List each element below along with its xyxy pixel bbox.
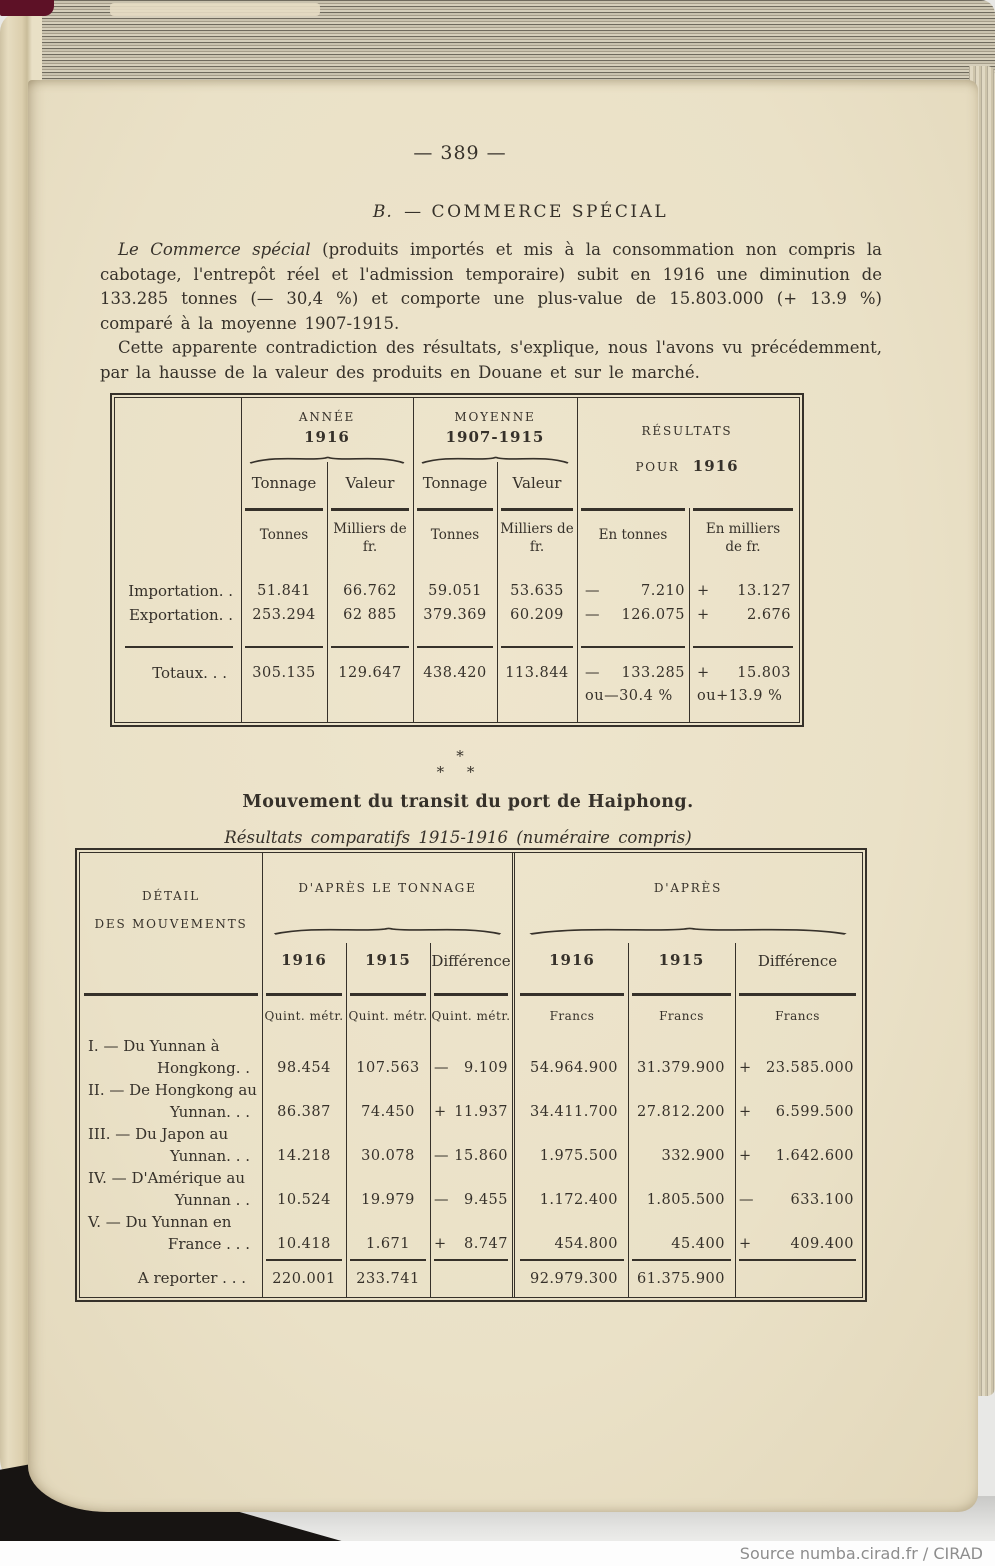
row4-t1915: 19.979 (361, 1192, 415, 1208)
year-f-1915: 1915 (658, 951, 705, 969)
importation-valeur-1916: 66.762 (343, 583, 397, 599)
table2-hrule (520, 993, 624, 996)
group-valeur-header: D'APRÈS (653, 881, 723, 895)
page-number: — 389 — (413, 142, 507, 164)
brace-moyenne (419, 454, 571, 464)
row3-tdiff (434, 1148, 508, 1164)
exportation-tonnage-1916: 253.294 (252, 607, 316, 623)
row1-tdiff (434, 1060, 508, 1076)
reporter-f1915: 61.375.900 (636, 1271, 725, 1287)
value: 2.676 (746, 607, 791, 623)
row1-t1915: 107.563 (356, 1060, 420, 1076)
table2-rule-f2 (735, 943, 736, 1297)
year-t-1916: 1916 (281, 951, 327, 969)
sign: — (434, 1192, 449, 1208)
row5-t1916: 10.418 (277, 1236, 331, 1252)
source-attribution: Source numba.cirad.fr / CIRAD (739, 1544, 983, 1563)
group-tonnage-header: D'APRÈS LE TONNAGE (298, 881, 477, 895)
exportation-valeur-1916: 62 885 (343, 607, 397, 623)
paragraph-1-lead: Le Commerce spécial (118, 240, 311, 259)
row1-f1916: 54.964.900 (529, 1060, 618, 1076)
row5-tdiff (434, 1236, 508, 1252)
year-f-1916: 1916 (549, 951, 595, 969)
reporter-t1916: 220.001 (272, 1271, 336, 1287)
table1-rule-sub3 (689, 508, 690, 722)
sign: — (434, 1060, 449, 1076)
row4-t1916: 10.524 (277, 1192, 331, 1208)
row4-label-line2: Yunnan . . (174, 1191, 250, 1209)
row4-tdiff (434, 1192, 508, 1208)
table1-totals-rule (417, 646, 493, 648)
sign: + (434, 1236, 447, 1252)
totaux-valeur-1916: 129.647 (338, 665, 402, 681)
year-t-1915: 1915 (365, 951, 411, 969)
row1-label-line1: I. — Du Yunnan à (88, 1037, 220, 1055)
group-annee-year: 1916 (304, 428, 350, 446)
brace-valeur (524, 925, 852, 935)
row3-f1915: 332.900 (661, 1148, 725, 1164)
sign: — (585, 607, 600, 623)
paragraph-1 (100, 238, 882, 336)
year-t-diff: Différence (431, 952, 511, 970)
importation-diff-milliers (697, 583, 791, 599)
transit-subtitle: Résultats comparatifs 1915-1916 (numéraire compris) (224, 828, 692, 847)
group-moyenne-label: MOYENNE (454, 410, 536, 424)
sign: — (434, 1148, 449, 1164)
table2-hrule (632, 993, 731, 996)
commerce-special-table (110, 393, 804, 727)
table2-reporter-rule (739, 1259, 856, 1261)
table2-reporter-rule (520, 1259, 624, 1261)
table1-hrule (501, 508, 573, 511)
row1-fdiff (739, 1060, 854, 1076)
sign: — (739, 1192, 754, 1208)
exportation-diff-milliers (697, 607, 791, 623)
row-label-importation: Importation. . (128, 582, 233, 600)
value: 11.937 (454, 1104, 508, 1120)
paragraph-2: Cette apparente contradiction des résultats, s'explique, nous l'avons vu précédemment, par la hausse de la valeur des produits en Douane et sur le marché. (100, 338, 882, 382)
unit-milliers-1: Milliers de fr. (333, 521, 407, 555)
table1-hrule (693, 508, 793, 511)
table2-reporter-rule (632, 1259, 731, 1261)
table2-hrule (350, 993, 426, 996)
sign: + (739, 1148, 752, 1164)
sign: + (697, 607, 710, 623)
asterisk-separator (80, 748, 840, 780)
row3-label-line2: Yunnan. . . (169, 1147, 250, 1165)
value: 9.455 (463, 1192, 508, 1208)
unit-en-tonnes: En tonnes (598, 527, 668, 543)
row1-label-line2: Hongkong. . (156, 1059, 250, 1077)
value: 23.585.000 (765, 1060, 854, 1076)
subhead-tonnage-1916: Tonnage (251, 474, 317, 492)
importation-tonnage-moy: 59.051 (428, 583, 482, 599)
table1-totals-rule (331, 646, 409, 648)
sign: — (585, 583, 600, 599)
row3-t1915: 30.078 (361, 1148, 415, 1164)
sign: + (739, 1236, 752, 1252)
year-f-diff: Différence (757, 952, 838, 970)
totaux-diff-tonnes (585, 665, 685, 681)
section-title (128, 202, 913, 222)
value: 409.400 (790, 1236, 854, 1252)
totaux-diff-milliers-pct: ou+13.9 % (697, 688, 783, 704)
value: 7.210 (640, 583, 685, 599)
row2-t1915: 74.450 (361, 1104, 415, 1120)
value: 633.100 (790, 1192, 854, 1208)
sign: — (585, 665, 600, 681)
table1-hrule (581, 508, 685, 511)
group-moyenne-year: 1907-1915 (445, 428, 545, 446)
row3-f1916: 1.975.500 (539, 1148, 618, 1164)
section-title-prefix: B. (372, 202, 393, 222)
value: 9.109 (463, 1060, 508, 1076)
exportation-diff-tonnes (585, 607, 685, 623)
row4-fdiff (739, 1192, 854, 1208)
row5-fdiff (739, 1236, 854, 1252)
value: 13.127 (737, 583, 791, 599)
reporter-f1916: 92.979.300 (529, 1271, 618, 1287)
table1-hrule (417, 508, 493, 511)
row4-f1916: 1.172.400 (539, 1192, 618, 1208)
paper-fragment (110, 3, 320, 16)
row3-fdiff (739, 1148, 854, 1164)
book-headband (0, 0, 54, 16)
totaux-tonnage-moy: 438.420 (423, 665, 487, 681)
row5-f1915: 45.400 (671, 1236, 725, 1252)
unit-quint-3: Quint. métr. (431, 1009, 511, 1023)
table2-hrule (84, 993, 258, 996)
unit-tonnes-2: Tonnes (430, 527, 480, 543)
group-resultats-pour (577, 456, 797, 475)
table2-hrule (266, 993, 342, 996)
sign: + (697, 583, 710, 599)
unit-en-milliers: En milliers de fr. (705, 521, 781, 555)
table1-totals-rule (581, 646, 685, 648)
value: 133.285 (621, 665, 685, 681)
row3-t1916: 14.218 (277, 1148, 331, 1164)
transit-table (75, 848, 867, 1302)
unit-francs-2: Francs (659, 1009, 704, 1023)
table1-totals-rule (245, 646, 323, 648)
table1-totals-rule (125, 646, 233, 648)
row5-t1915: 1.671 (365, 1236, 410, 1252)
totaux-diff-tonnes-pct: ou—30.4 % (585, 688, 673, 704)
book-page (28, 80, 978, 1512)
row5-f1916: 454.800 (554, 1236, 618, 1252)
totaux-diff-milliers (697, 665, 791, 681)
detail-header-line1: DÉTAIL (142, 889, 200, 903)
totaux-tonnage-1916: 305.135 (252, 665, 316, 681)
value: 15.803 (737, 665, 791, 681)
resultats-pour-word: POUR (635, 460, 680, 474)
value: 1.642.600 (775, 1148, 854, 1164)
table1-totals-rule (693, 646, 793, 648)
subhead-valeur-1916: Valeur (345, 474, 395, 492)
body-text (100, 238, 882, 385)
row2-label-line1: II. — De Hongkong au (88, 1081, 257, 1099)
row3-label-line1: III. — Du Japon au (88, 1125, 229, 1143)
importation-tonnage-1916: 51.841 (257, 583, 311, 599)
row2-tdiff (434, 1104, 508, 1120)
table2-reporter-rule (350, 1259, 426, 1261)
table1-hrule (331, 508, 409, 511)
unit-tonnes-1: Tonnes (259, 527, 309, 543)
group-annee-label: ANNÉE (298, 410, 356, 424)
exportation-tonnage-moy: 379.369 (423, 607, 487, 623)
subhead-valeur-moyenne: Valeur (512, 474, 562, 492)
reporter-t1915: 233.741 (356, 1271, 420, 1287)
row-label-totaux: Totaux. . . (152, 664, 227, 682)
group-resultats-label: RÉSULTATS (641, 424, 733, 438)
reporter-label: A reporter . . . (137, 1269, 246, 1287)
asterisk-top: * (456, 747, 464, 765)
importation-diff-tonnes (585, 583, 685, 599)
table2-hrule (434, 993, 508, 996)
table1-hrule (245, 508, 323, 511)
transit-heading: Mouvement du transit du port de Haiphong. (242, 792, 694, 812)
subhead-tonnage-moyenne: Tonnage (422, 474, 488, 492)
importation-valeur-moy: 53.635 (510, 583, 564, 599)
table2-hrule (739, 993, 856, 996)
row4-label-line1: IV. — D'Amérique au (88, 1169, 246, 1187)
brace-annee (247, 454, 407, 464)
sign: + (697, 665, 710, 681)
row2-label-line2: Yunnan. . . (169, 1103, 250, 1121)
commerce-special-table-inner (114, 397, 800, 723)
asterisk-bottom: * * (436, 763, 484, 781)
detail-header-line2: DES MOUVEMENTS (94, 917, 248, 931)
table1-rule-group2-3 (577, 398, 578, 722)
row2-t1916: 86.387 (277, 1104, 331, 1120)
section-title-text: — COMMERCE SPÉCIAL (404, 202, 669, 222)
table2-rule-groups (512, 853, 515, 1297)
value: 15.860 (454, 1148, 508, 1164)
row4-f1915: 1.805.500 (646, 1192, 725, 1208)
row2-fdiff (739, 1104, 854, 1120)
row1-t1916: 98.454 (277, 1060, 331, 1076)
row2-f1915: 27.812.200 (636, 1104, 725, 1120)
brace-tonnage (270, 925, 505, 935)
resultats-pour-year: 1916 (692, 457, 739, 475)
value: 6.599.500 (775, 1104, 854, 1120)
table2-reporter-rule (434, 1259, 508, 1261)
exportation-valeur-moy: 60.209 (510, 607, 564, 623)
row5-label-line1: V. — Du Yunnan en (88, 1213, 232, 1231)
unit-quint-2: Quint. métr. (348, 1009, 428, 1023)
unit-milliers-2: Milliers de fr. (500, 521, 574, 555)
unit-francs-3: Francs (775, 1009, 820, 1023)
sign: + (739, 1104, 752, 1120)
transit-table-inner (79, 852, 863, 1298)
unit-francs-1: Francs (549, 1009, 595, 1023)
value: 126.075 (621, 607, 685, 623)
unit-quint-1: Quint. métr. (264, 1009, 344, 1023)
sign: + (434, 1104, 447, 1120)
paragraph-1-text: (produits importés et mis à la consommation non compris la cabotage, l'entrepôt réel et l'admission temporaire) subit en 1916 une diminution de 133.285 tonnes (— 30,4 %) et comporte une plus-value de 15.803.000 (+ 13.9 %) comparé à la moyenne 1907-1915. (100, 240, 883, 333)
table2-reporter-rule (266, 1259, 342, 1261)
table2-rule-t2 (430, 943, 431, 1297)
totaux-valeur-moy: 113.844 (505, 665, 569, 681)
row1-f1915: 31.379.900 (636, 1060, 725, 1076)
scan-source-footer (0, 1541, 995, 1566)
sign: + (739, 1060, 752, 1076)
row5-label-line2: France . . . (167, 1235, 250, 1253)
row2-f1916: 34.411.700 (529, 1104, 618, 1120)
table1-totals-rule (501, 646, 573, 648)
value: 8.747 (463, 1236, 508, 1252)
row-label-exportation: Exportation. . (128, 606, 233, 624)
